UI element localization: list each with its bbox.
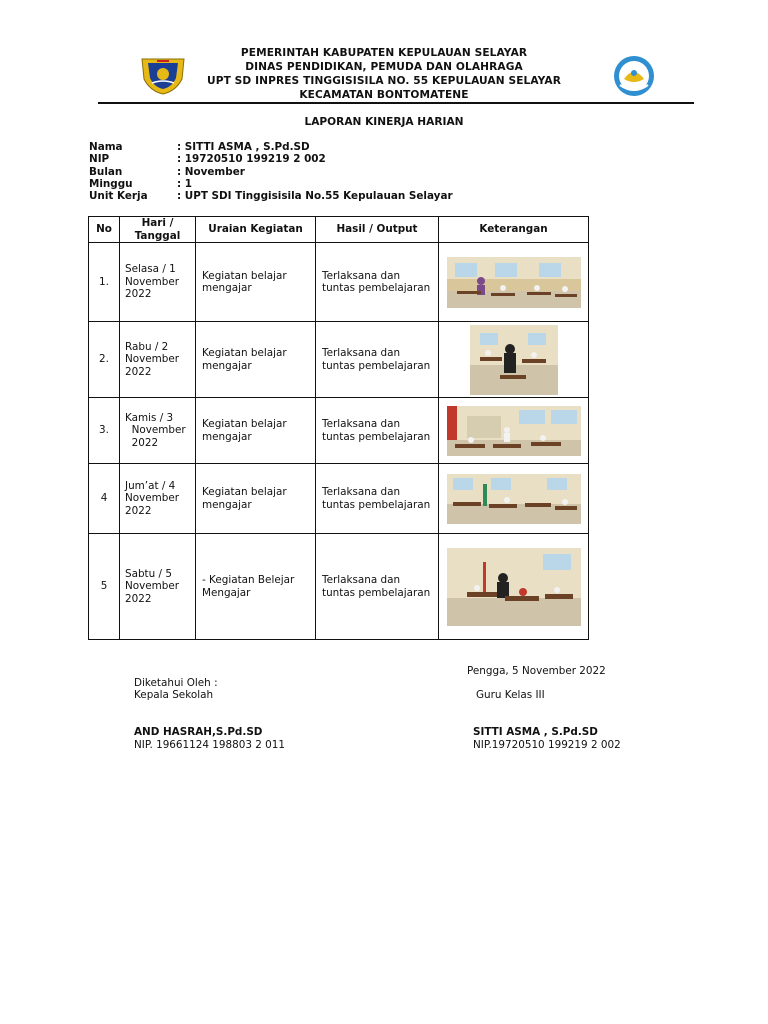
table-header-row (89, 217, 589, 243)
row-note (439, 534, 589, 640)
row-activity: Kegiatan belajar mengajar (196, 243, 316, 322)
identity-row: Unit Kerja : UPT SDI Tinggisisila No.55 Kepulauan Selayar (89, 190, 453, 203)
place-date: Pengga, 5 November 2022 (467, 665, 606, 677)
classroom-photo-4 (447, 474, 581, 524)
row-number: 1. (89, 243, 120, 322)
principal-title: Kepala Sekolah (134, 689, 214, 701)
header-day: Hari / Tanggal (120, 217, 196, 243)
row-note (439, 322, 589, 398)
document-title: LAPORAN KINERJA HARIAN (304, 116, 464, 128)
row-output: Terlaksana dan tuntas pembelajaran (316, 243, 439, 322)
teacher-nip: NIP.19720510 199219 2 002 (473, 739, 621, 751)
row-day: Kamis / 3 November 2022 (120, 398, 196, 464)
identity-row: Nama : SITTI ASMA , S.Pd.SD (89, 141, 310, 153)
row-output: Terlaksana dan tuntas pembelajaran (316, 322, 439, 398)
header-no: No (89, 217, 120, 243)
letterhead-line-4: KECAMATAN BONTOMATENE (299, 89, 469, 101)
table-row (89, 534, 589, 640)
header-note: Keterangan (439, 217, 589, 243)
row-note (439, 464, 589, 534)
teacher-title: Guru Kelas III (476, 689, 545, 701)
letterhead (0, 46, 768, 102)
principal-name: AND HASRAH,S.Pd.SD (134, 726, 263, 738)
header-output: Hasil / Output (316, 217, 439, 243)
classroom-photo-2 (470, 325, 558, 395)
teacher-name: SITTI ASMA , S.Pd.SD (473, 726, 598, 738)
row-output: Terlaksana dan tuntas pembelajaran (316, 464, 439, 534)
row-activity: Kegiatan belajar mengajar (196, 464, 316, 534)
known-by-label: Diketahui Oleh : (134, 677, 218, 689)
row-number: 4 (89, 464, 120, 534)
header-activity: Uraian Kegiatan (196, 217, 316, 243)
row-note (439, 243, 589, 322)
activity-table (88, 216, 589, 640)
row-activity: Kegiatan belajar mengajar (196, 322, 316, 398)
row-note (439, 398, 589, 464)
row-output: Terlaksana dan tuntas pembelajaran (316, 534, 439, 640)
classroom-photo-5 (447, 548, 581, 626)
letterhead-line-1: PEMERINTAH KABUPATEN KEPULAUAN SELAYAR (240, 47, 528, 59)
row-activity: Kegiatan belajar mengajar (196, 398, 316, 464)
identity-block (89, 141, 453, 202)
principal-nip: NIP. 19661124 198803 2 011 (134, 739, 285, 751)
identity-row: Minggu : 1 (89, 177, 193, 190)
letterhead-line-3: UPT SD INPRES TINGGISISILA NO. 55 KEPULAUAN SELAYAR (207, 75, 561, 87)
table-row (89, 464, 589, 534)
table-row (89, 322, 589, 398)
letterhead-divider (98, 102, 694, 104)
identity-row: Bulan : November (89, 165, 245, 178)
row-activity: - Kegiatan Belejar Mengajar (196, 534, 316, 640)
row-number: 2. (89, 322, 120, 398)
row-number: 3. (89, 398, 120, 464)
row-number: 5 (89, 534, 120, 640)
table-row (89, 398, 589, 464)
row-day: Jum’at / 4 November 2022 (120, 464, 196, 534)
identity-row: NIP : 19720510 199219 2 002 (89, 153, 326, 166)
classroom-photo-3 (447, 406, 581, 456)
table-row (89, 243, 589, 322)
row-output: Terlaksana dan tuntas pembelajaran (316, 398, 439, 464)
row-day: Selasa / 1 November 2022 (120, 243, 196, 322)
row-day: Rabu / 2 November 2022 (120, 322, 196, 398)
classroom-photo-1 (447, 257, 581, 308)
row-day: Sabtu / 5 November 2022 (120, 534, 196, 640)
letterhead-line-2: DINAS PENDIDIKAN, PEMUDA DAN OLAHRAGA (245, 61, 523, 73)
